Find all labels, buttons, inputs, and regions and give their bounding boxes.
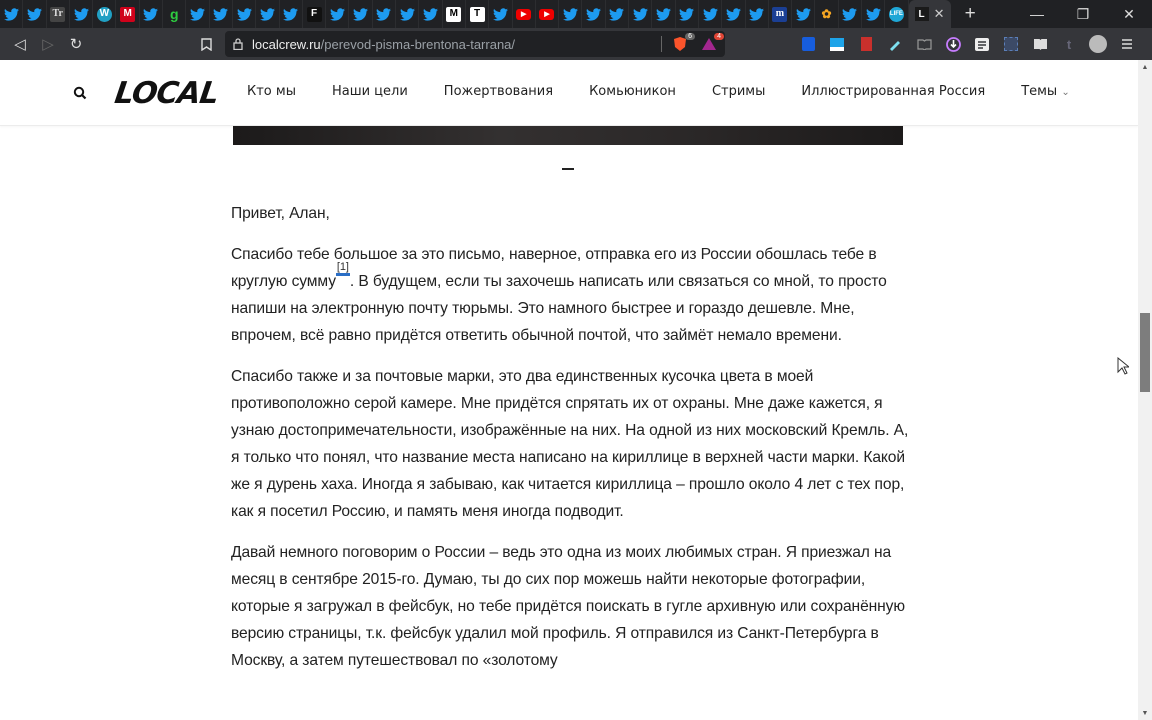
nbc-icon: ✿ <box>821 7 832 21</box>
brave-badge: 6 <box>685 33 695 40</box>
extension-area <box>668 32 726 56</box>
menu-item-our-goals[interactable]: Наши цели <box>331 84 408 99</box>
pinned-tab[interactable] <box>256 0 279 28</box>
brave-shields-icon[interactable] <box>668 32 692 56</box>
twitter-icon <box>493 7 508 22</box>
pinned-tab[interactable] <box>47 0 70 28</box>
life-icon: LIFE <box>889 7 904 22</box>
twitter-icon <box>609 7 624 22</box>
pinned-tab[interactable] <box>163 0 186 28</box>
pinned-tab[interactable] <box>582 0 605 28</box>
menu-item-topics-label: Темы <box>1021 84 1058 99</box>
twitter-icon <box>423 7 438 22</box>
pinned-tab[interactable] <box>373 0 396 28</box>
separator-dash <box>562 168 574 170</box>
paragraph-2: Спасибо также и за почтовые марки, это два единственных кусочка цвета в моей противоположно серой камере. Мне придётся спрятать их от охраны. Мне даже кажется, я узнаю достопримечательности, изображённые на них. На одной из них московский Кремль. А, я только что понял, что название места написано на кириллице в верхней части марки. Какой же я дурень хаха. Иногда я забываю, как читается кириллица – прошло около 4 лет с тех пор, как я посетил Россию, и память меня иногда подводит. <box>231 368 909 520</box>
greeting: Привет, Алан, <box>231 205 330 222</box>
extensions-toolbar <box>796 32 1144 56</box>
hero-image <box>233 126 903 145</box>
pinned-tab[interactable] <box>699 0 722 28</box>
pinned-tab[interactable] <box>396 0 419 28</box>
pinned-tab[interactable] <box>769 0 792 28</box>
twitter-icon <box>586 7 601 22</box>
article-body <box>231 200 911 688</box>
twitter-icon <box>866 7 881 22</box>
f-black-icon: F <box>307 7 322 22</box>
site-header <box>0 60 1138 126</box>
minimize-button[interactable]: — <box>1030 6 1044 22</box>
pinned-tab[interactable] <box>536 0 559 28</box>
forward-button[interactable]: ▷ <box>42 36 54 53</box>
pinned-tab[interactable] <box>559 0 582 28</box>
red-book-icon[interactable] <box>854 32 878 56</box>
paragraph-1 <box>231 241 911 349</box>
site-logo[interactable]: LOCAL <box>112 76 221 111</box>
reader-view-icon[interactable] <box>912 32 936 56</box>
pinned-tab[interactable] <box>210 0 233 28</box>
pinned-tab[interactable] <box>93 0 116 28</box>
pinned-tab[interactable] <box>513 0 536 28</box>
highlighter-icon[interactable] <box>883 32 907 56</box>
active-tab[interactable] <box>909 0 951 28</box>
pinned-tab[interactable] <box>466 0 489 28</box>
youtube-icon: ▶ <box>516 9 531 20</box>
twitter-icon <box>726 7 741 22</box>
downloader-icon[interactable] <box>941 32 965 56</box>
twitter-icon <box>74 7 89 22</box>
twitter-icon <box>260 7 275 22</box>
scrollbar-thumb[interactable] <box>1140 313 1150 392</box>
twitter-icon <box>796 7 811 22</box>
web-page <box>0 60 1138 720</box>
m-red-icon: M <box>120 7 135 22</box>
pinned-tab[interactable] <box>652 0 675 28</box>
twitter-icon <box>213 7 228 22</box>
twitter-icon <box>703 7 718 22</box>
pinned-tabs <box>0 0 909 28</box>
pinned-tab[interactable] <box>629 0 652 28</box>
notes-icon[interactable] <box>970 32 994 56</box>
menu-item-donations[interactable]: Пожертвования <box>443 84 554 99</box>
address-bar[interactable] <box>225 31 725 57</box>
pinned-tab[interactable] <box>70 0 93 28</box>
extension-download-icon[interactable] <box>999 32 1023 56</box>
m-blue-icon: m <box>772 7 787 22</box>
twitter-icon <box>237 7 252 22</box>
twitter-icon <box>283 7 298 22</box>
pinned-tab[interactable] <box>349 0 372 28</box>
pinned-tab[interactable] <box>116 0 139 28</box>
main-menu <box>247 84 1106 99</box>
new-tab-button[interactable]: + <box>964 3 976 24</box>
pinned-tab[interactable] <box>186 0 209 28</box>
search-icon[interactable] <box>73 86 87 100</box>
pinned-tab[interactable] <box>23 0 46 28</box>
close-window-button[interactable]: ✕ <box>1123 5 1135 22</box>
t-white-icon: T <box>470 7 485 22</box>
browser-toolbar <box>0 28 1152 60</box>
pinned-tab[interactable] <box>606 0 629 28</box>
tr-icon: Tr <box>50 7 65 22</box>
twitter-icon <box>563 7 578 22</box>
pinned-tab[interactable] <box>280 0 303 28</box>
pinned-tab[interactable] <box>839 0 862 28</box>
pinned-tab[interactable] <box>489 0 512 28</box>
scroll-up-arrow-icon[interactable]: ▲ <box>1141 63 1149 71</box>
twitter-icon <box>400 7 415 22</box>
twitter-icon <box>679 7 694 22</box>
footnote-link[interactable]: [1] <box>336 261 350 276</box>
twitter-icon <box>4 7 19 22</box>
pinned-tab[interactable] <box>443 0 466 28</box>
window-controls <box>1014 0 1152 28</box>
twitter-icon <box>27 7 42 22</box>
screen-capture-icon[interactable] <box>825 32 849 56</box>
pinned-tab[interactable] <box>419 0 442 28</box>
toolbar-divider <box>661 36 662 52</box>
close-tab-icon[interactable]: ✕ <box>933 6 945 21</box>
rewards-badge: 4 <box>714 33 724 40</box>
twitter-icon <box>353 7 368 22</box>
profile-avatar[interactable] <box>1086 32 1110 56</box>
pinned-tab[interactable] <box>885 0 908 28</box>
pinned-tab[interactable] <box>676 0 699 28</box>
back-button[interactable]: ◁ <box>14 36 26 53</box>
local-favicon-icon: L <box>915 7 929 21</box>
youtube-icon: ▶ <box>539 9 554 20</box>
bitwarden-icon[interactable] <box>796 32 820 56</box>
twitter-icon <box>656 7 671 22</box>
pinned-tab[interactable] <box>862 0 885 28</box>
chevron-down-icon: ⌄ <box>1061 87 1070 98</box>
paragraph-3: Давай немного поговорим о России – ведь это одна из моих любимых стран. Я приезжал на месяц в сентябре 2015-го. Думаю, ты до сих пор можешь найти некоторые фотографии, которые я загружал в фейсбук, но тебе придётся поискать в гугле архивную или сохранённую версию страницы, т.к. фейсбук удалил мой профиль. Я отправился из Санкт-Петербурга в Москву, а затем путешествовал по «золотому <box>231 544 905 669</box>
pinned-tab[interactable] <box>815 0 838 28</box>
twitter-icon <box>190 7 205 22</box>
open-book-icon[interactable] <box>1028 32 1052 56</box>
menu-item-topics[interactable] <box>1021 84 1070 99</box>
meduza-icon: M <box>446 7 461 22</box>
twitter-icon <box>842 7 857 22</box>
paragraph-1-text-cont: . В будущем, если ты захочешь написать или связаться со мной, то просто напиши на электронную почту тюрьмы. Это намного быстрее и гораздо дешевле. Мне, впрочем, всё равно придётся ответить обычной почтой, что займёт немало времени. <box>231 273 887 344</box>
pinned-tab[interactable] <box>326 0 349 28</box>
reload-button[interactable]: ↻ <box>69 36 83 53</box>
pinned-tab[interactable] <box>0 0 23 28</box>
scroll-down-arrow-icon[interactable]: ▼ <box>1141 709 1149 717</box>
pinned-tab[interactable] <box>722 0 745 28</box>
mouse-cursor-icon <box>1117 357 1129 375</box>
twitter-icon <box>143 7 158 22</box>
g-green-icon: g <box>169 6 179 22</box>
pinned-tab[interactable] <box>140 0 163 28</box>
pinned-tab[interactable] <box>303 0 326 28</box>
menu-item-streams[interactable]: Стримы <box>711 84 766 99</box>
brave-rewards-icon[interactable] <box>697 32 721 56</box>
menu-item-illustrated-russia[interactable]: Иллюстрированная Россия <box>801 84 986 99</box>
menu-item-who-we-are[interactable]: Кто мы <box>247 84 296 99</box>
twitter-icon <box>749 7 764 22</box>
page-scrollbar[interactable] <box>1138 60 1152 720</box>
bookmark-icon[interactable] <box>192 30 220 58</box>
restore-button[interactable]: ❐ <box>1076 5 1090 22</box>
tab-strip <box>0 0 1152 28</box>
menu-item-communicon[interactable]: Комьюникон <box>589 84 676 99</box>
pinned-tab[interactable] <box>233 0 256 28</box>
wordpress-icon: W <box>97 7 112 22</box>
twitter-icon <box>376 7 391 22</box>
tumblr-icon[interactable]: t <box>1066 36 1072 52</box>
twitter-icon <box>330 7 345 22</box>
lock-icon <box>233 38 243 50</box>
twitter-icon <box>633 7 648 22</box>
pinned-tab[interactable] <box>792 0 815 28</box>
paragraph-1-text: Спасибо тебе большое за это письмо, наверное, отправка его из России обошлась тебе в круглую сумму <box>231 246 877 290</box>
pinned-tab[interactable] <box>746 0 769 28</box>
url-path: /perevod-pisma-brentona-tarrana/ <box>320 36 516 52</box>
menu-icon[interactable] <box>1115 32 1139 56</box>
url-host: localcrew.ru <box>252 36 321 52</box>
